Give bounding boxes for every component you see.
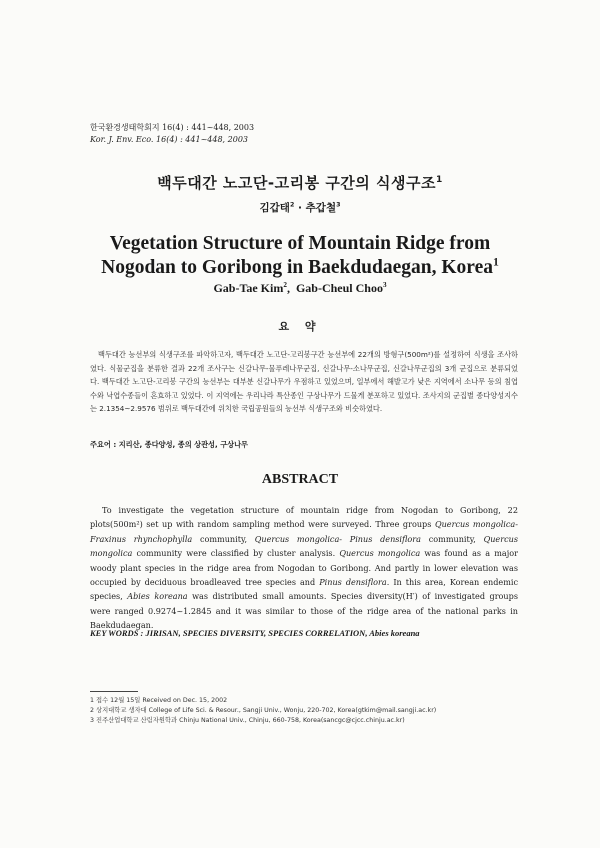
journal-citation-en: Kor. J. Env. Eco. 16(4) : 441~448, 2003 xyxy=(90,135,248,144)
footnote-2: 2 상지대학교 생자대 College of Life Sci. & Resour., Sangji Univ., Wonju, 220-702, Korea(gtkim@mail.sangji.ac.kr) xyxy=(90,707,437,714)
journal-citation xyxy=(90,122,254,146)
footnotes xyxy=(90,696,436,726)
korean-author-separator: · xyxy=(294,202,306,214)
english-title-footnote-mark: 1 xyxy=(493,255,499,269)
abstract xyxy=(90,503,518,633)
abstract-body xyxy=(90,503,518,633)
korean-author-2-mark: 3 xyxy=(336,201,341,209)
footnote-3: 3 진주산업대학교 산림자원학과 Chinju National Univ., Chinju, 660-758, Korea(sancgc@cjcc.chinju.ac.kr) xyxy=(90,717,405,724)
english-title xyxy=(0,232,600,280)
korean-authors xyxy=(0,200,600,215)
korean-author-1: 김갑태 xyxy=(259,202,290,214)
abstract-text-1: To investigate the vegetation structure of mountain ridge from Nogodan to Goribong, 22 plots(500m²) set up with random sampling method were surveyed. Three groups xyxy=(90,505,518,530)
abstract-text-3: community, xyxy=(421,533,484,544)
english-author-2: Gab-Cheul Choo xyxy=(295,281,383,295)
korean-keywords: 주요어 : 지리산, 종다양성, 종의 상관성, 구상나무 xyxy=(90,440,249,449)
english-keywords-species: Abies koreana xyxy=(369,628,420,638)
abstract-text-2: community, xyxy=(192,533,255,544)
korean-title-text: 백두대간 노고단-고리봉 구간의 식생구조 xyxy=(157,174,436,192)
abstract-text-6: . In this area, Korean endemic species, xyxy=(90,577,519,602)
korean-title xyxy=(0,172,600,193)
footnote-divider xyxy=(90,691,138,692)
species-name: Abies koreana xyxy=(127,591,188,602)
english-author-1-mark: 2 xyxy=(283,281,287,289)
english-author-2-mark: 3 xyxy=(382,281,387,289)
abstract-text-4: community were classified by cluster analysis. xyxy=(132,548,340,559)
english-keywords-label: KEY WORDS : JIRISAN, SPECIES DIVERSITY, SPECIES CORRELATION, xyxy=(90,628,370,638)
korean-summary-heading: 요 약 xyxy=(278,320,322,333)
korean-author-2: 추갑철 xyxy=(305,202,337,214)
english-author-separator: , xyxy=(286,281,296,295)
english-title-line-1: Vegetation Structure of Mountain Ridge from xyxy=(109,233,491,254)
english-title-line-2-text: Nogodan to Goribong in Baekdudaegan, Korea xyxy=(101,257,494,278)
species-name: Quercus mongolica xyxy=(90,533,518,559)
korean-summary xyxy=(90,348,518,416)
english-author-1: Gab-Tae Kim xyxy=(213,281,284,295)
english-title-line-2 xyxy=(0,256,600,280)
korean-title-footnote-mark: 1 xyxy=(435,175,443,185)
korean-summary-body: 백두대간 능선부의 식생구조를 파악하고자, 백두대간 노고단-고리봉구간 능선부에 22개의 방형구(500m²)를 설정하여 식생을 조사하였다. 식물군집을 분류한 결과 22개 조사구는 신갈나무-물푸레나무군집, 신갈나무-소나무군집, 신갈나무군집의 3개 군집으로 분류되었다. 백두대간 노고단-고리봉 구간의 능선부는 대부분 신갈나무가 우점하고 있었으며, 일부에서 해발고가 낮은 지역에서 소나무 등의 침엽수와 낙엽수종들이 혼효하고 있었다. 이 지역에는 우리나라 특산종인 구상나무가 드물게 분포하고 있었다. 조사지의 군집별 종다양성지수는 2.1354~2.9576 범위로 백두대간에 위치한 국립공원들의 능선부 식생구조와 비슷하였다. xyxy=(90,350,518,413)
korean-author-1-mark: 2 xyxy=(289,201,295,209)
abstract-text-5: was found as a major woody plant species in the ridge area from Nogodan to Goribong. And partly in lower elevation was occupied by deciduous broadleaved tree species and xyxy=(90,548,518,588)
journal-citation-kr: 한국환경생태학회지 16(4) : 441~448, 2003 xyxy=(90,123,255,132)
abstract-heading: ABSTRACT xyxy=(261,472,339,487)
species-name: Pinus densiflora xyxy=(319,577,387,588)
species-name: Quercus mongolica-Fraxinus rhynchophylla xyxy=(90,519,518,544)
english-authors xyxy=(0,281,600,296)
abstract-text-7: was distributed small amounts. Species diversity(H′) of investigated groups were ranged 0.9274~1.2845 and it was similar to those of the ridge area of the national parks in Baekdudaegan. xyxy=(90,591,518,631)
species-name: Quercus mongolica- Pinus densiflora xyxy=(254,533,421,544)
species-name: Quercus mongolica xyxy=(339,548,421,559)
english-keywords xyxy=(90,628,420,638)
footnote-1: 1 접수 12월 15일 Received on Dec. 15, 2002 xyxy=(90,697,228,704)
